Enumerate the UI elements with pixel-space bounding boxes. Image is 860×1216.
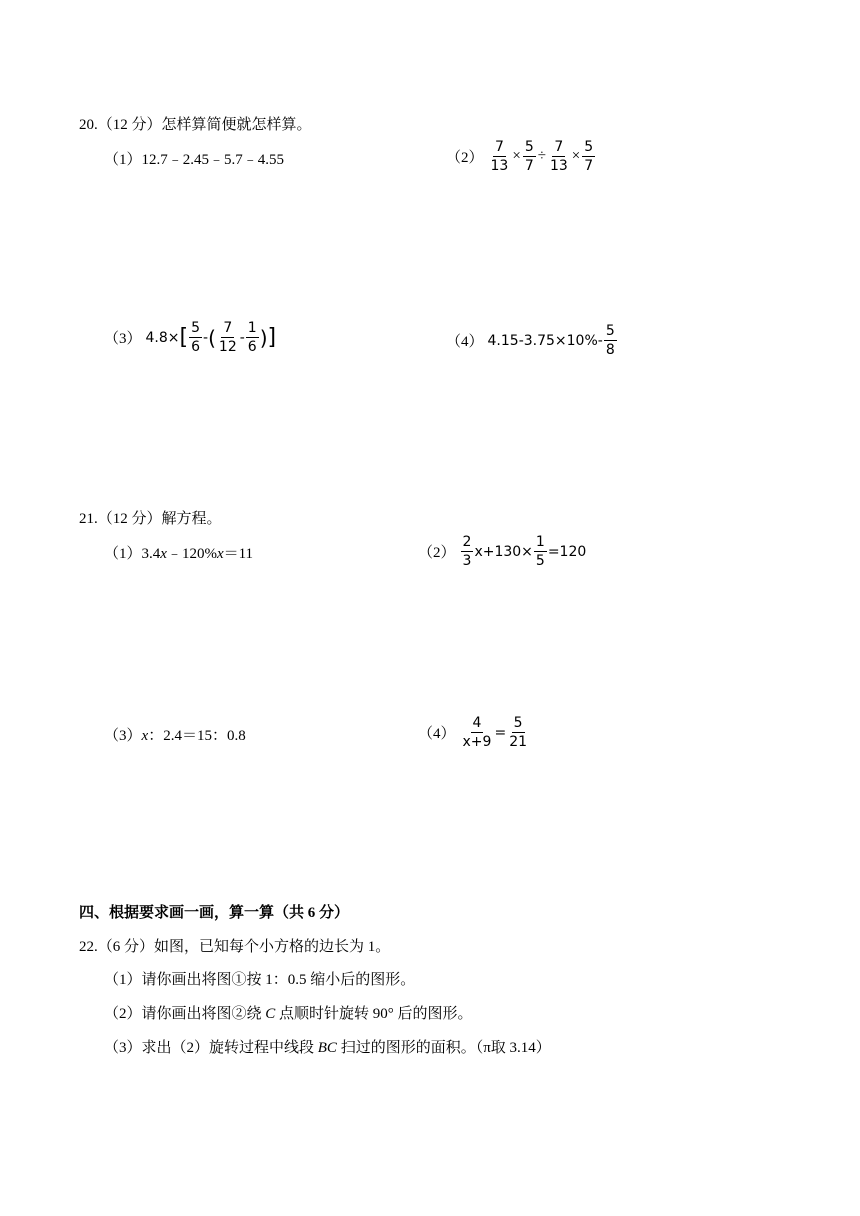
fraction: $\frac{1}{5}$ [535, 534, 545, 569]
q21-part4-label: （4） [418, 726, 456, 742]
q20-title: 20.（12 分）怎样算简便就怎样算。 [79, 117, 312, 133]
fraction: $\frac{2}{3}$ [462, 534, 472, 569]
variable-x: x [141, 728, 149, 744]
fraction: $\frac{7}{12}$ [218, 320, 237, 355]
q21-part2 [418, 535, 586, 568]
expr-tail: =120 [547, 543, 587, 560]
q22-part1: （1）请你画出将图①按 1：0.5 缩小后的图形。 [104, 972, 416, 988]
fraction: $\frac{4}{x+9}$ [462, 715, 492, 750]
variable-x: x [160, 546, 167, 562]
point-label: C [265, 1006, 276, 1022]
fraction: $\frac{7}{13}$ [549, 139, 568, 174]
fraction: $\frac{5}{8}$ [605, 323, 615, 358]
q21-part2-label: （2） [418, 545, 456, 561]
operator: ÷ [537, 148, 546, 164]
q20-part3-label: （3） [104, 331, 142, 347]
operator: - [203, 329, 209, 346]
fraction: $\frac{5}{7}$ [584, 139, 594, 174]
section4-title: 四、根据要求画一画，算一算（共 6 分） [79, 905, 350, 921]
operator: × [512, 148, 521, 164]
operator: - [239, 329, 245, 346]
fraction: $\frac{7}{13}$ [490, 139, 509, 174]
expr-lead: 4.8× [145, 329, 180, 346]
q21-part3: （3）x：2.4＝15：0.8 [104, 728, 246, 744]
left-bracket: [ [179, 324, 189, 350]
fraction: $\frac{5}{7}$ [524, 139, 534, 174]
expr-lead: 4.15-3.75×10%- [487, 332, 603, 349]
q21-part4 [418, 716, 530, 749]
q20-part3 [104, 321, 276, 354]
right-paren: ) [259, 325, 268, 350]
fraction: $\frac{1}{6}$ [247, 320, 257, 355]
segment-label: BC [317, 1040, 337, 1056]
operator: × [571, 148, 581, 164]
q21-title: 21.（12 分）解方程。 [79, 511, 222, 527]
operator: = [494, 724, 507, 741]
fraction: $\frac{5}{6}$ [191, 320, 201, 355]
expr-mid: x+130× [474, 543, 533, 560]
q20-part4 [446, 324, 618, 357]
q21-part1: （1）3.4x﹣120%x＝11 [104, 546, 254, 562]
q20-part2 [446, 140, 596, 173]
variable-x: x [216, 546, 224, 562]
q22-title: 22.（6 分）如图，已知每个小方格的边长为 1。 [79, 939, 391, 955]
q22-part2: （2）请你画出将图②绕 C 点顺时针旋转 90° 后的图形。 [104, 1006, 473, 1022]
right-bracket: ] [267, 324, 277, 350]
left-paren: ( [208, 325, 216, 350]
q20-part4-label: （4） [446, 334, 484, 350]
q22-part3: （3）求出（2）旋转过程中线段 BC 扫过的图形的面积。（π取 3.14） [104, 1040, 551, 1056]
q20-part2-label: （2） [446, 150, 484, 166]
fraction: $\frac{5}{21}$ [509, 715, 528, 750]
q20-part1: （1）12.7﹣2.45﹣5.7﹣4.55 [104, 152, 285, 168]
